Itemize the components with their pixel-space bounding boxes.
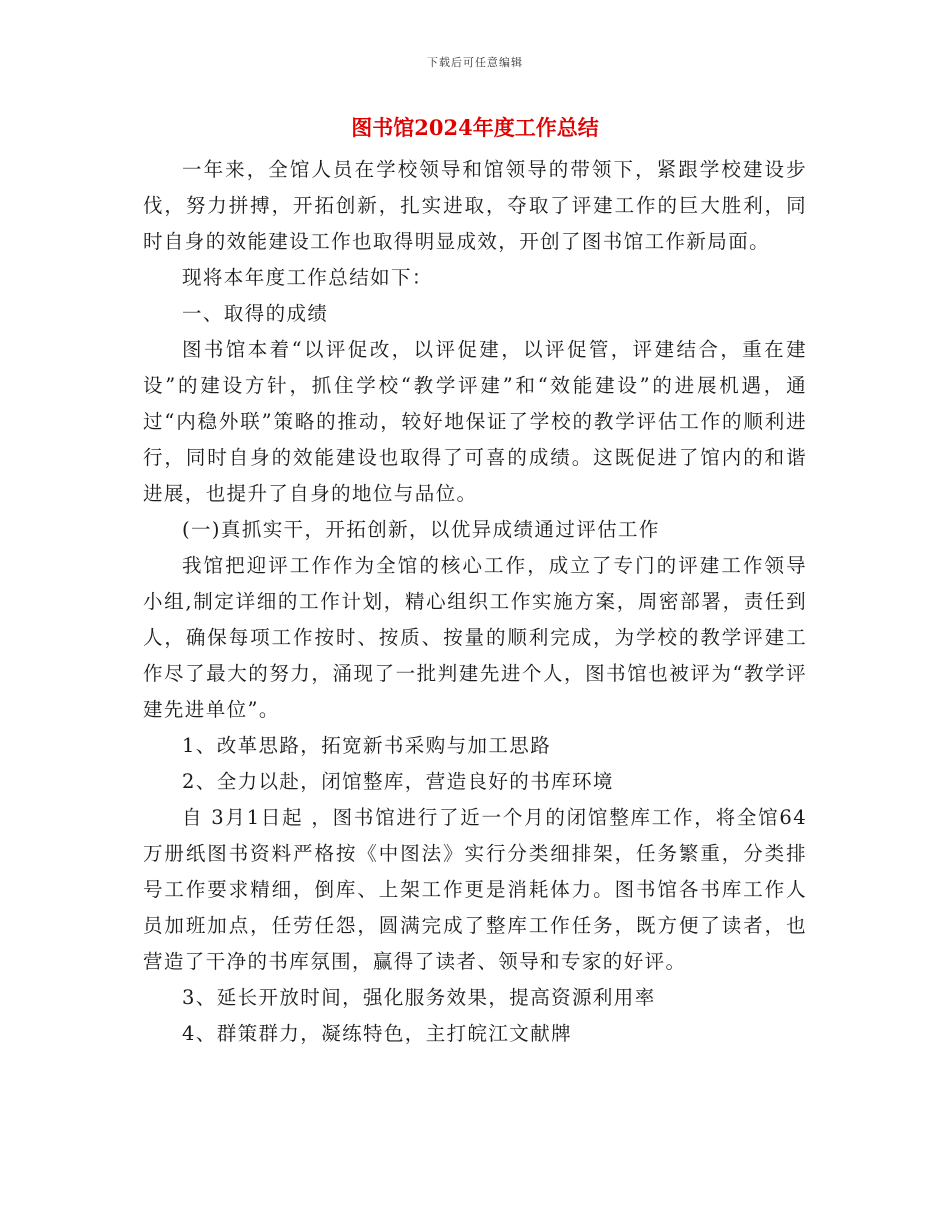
list-item-3: 3、延长开放时间，强化服务效果，提高资源利用率 (182, 986, 656, 1009)
section-heading-achievements: 一、取得的成绩 (182, 302, 329, 325)
paragraph-evaluation: 我馆把迎评工作作为全馆的核心工作，成立了专门的评建工作领导小组,制定详细的工作计划，精心组织工作实施方案，周密部署，责任到人，确保每项工作按时、按质、按量的顺利完成，为学校的教学评建工作尽了最大的努力，涌现了一批判建先进个人，图书馆也被评为“教学评建先进单位”。 (143, 554, 807, 721)
paragraph-achievements: 图书馆本着“以评促改，以评促建，以评促管，评建结合，重在建设”的建设方针，抓住学校“教学评建”和“效能建设”的进展机遇，通过“内稳外联”策略的推动，较好地保证了学校的教学评估工作的顺利进行，同时自身的效能建设也取得了可喜的成绩。这既促进了馆内的和谐进展，也提升了自身的地位与品位。 (143, 338, 807, 505)
paragraph-summary-lead: 现将本年度工作总结如下： (182, 266, 433, 289)
document-title: 图书馆2024年度工作总结 (351, 115, 599, 140)
list-item-2: 2、全力以赴，闭馆整库，营造良好的书库环境 (182, 770, 614, 793)
list-item-1: 1、改革思路，拓宽新书采购与加工思路 (182, 734, 552, 757)
paragraph-library-reorg: 自 3月1日起 ，图书馆进行了近一个月的闭馆整库工作，将全馆64万册纸图书资料严格按《中图法》实行分类细排架，任务繁重，分类排号工作要求精细，倒库、上架工作更是消耗体力。图书馆各书库工作人员加班加点，任劳任怨，圆满完成了整库工作任务，既方便了读者，也营造了干净的书库氛围，赢得了读者、领导和专家的好评。 (143, 806, 807, 973)
list-item-4: 4、群策群力，凝练特色，主打皖江文献牌 (182, 1022, 573, 1045)
header-note: 下载后可任意编辑 (427, 56, 523, 69)
subsection-heading-evaluation: (一)真抓实干，开拓创新，以优异成绩通过评估工作 (182, 518, 660, 541)
document-body (143, 152, 807, 1052)
paragraph-intro: 一年来，全馆人员在学校领导和馆领导的带领下，紧跟学校建设步伐，努力拼搏，开拓创新，扎实进取，夺取了评建工作的巨大胜利，同时自身的效能建设工作也取得明显成效，开创了图书馆工作新局面。 (143, 158, 807, 253)
